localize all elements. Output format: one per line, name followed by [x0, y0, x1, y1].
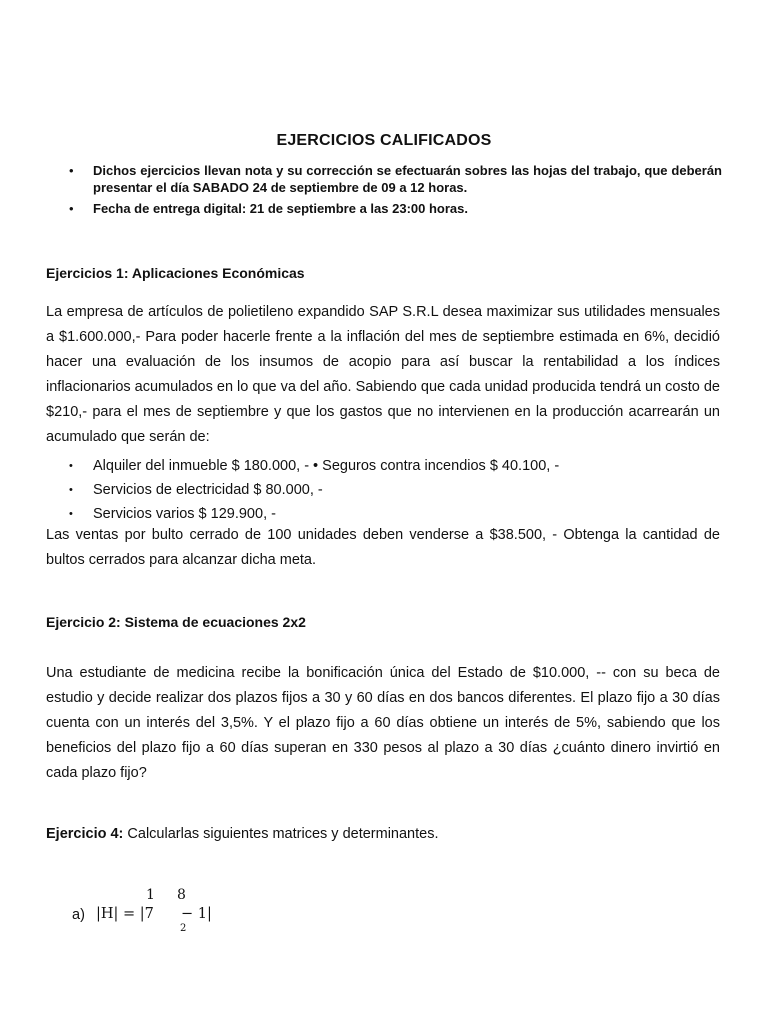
matrix-entry: 8 [177, 887, 186, 903]
exercise-4-text: Calcularlas siguientes matrices y determinantes. [127, 826, 439, 842]
exercise-1-closing: Las ventas por bulto cerrado de 100 unidades deben venderse a $38.500, - Obtenga la cantidad de bultos cerrados para alcanzar dicha meta. [46, 527, 720, 568]
exercise-2-paragraph: Una estudiante de medicina recibe la bonificación única del Estado de $10.000, -- con su beca de estudio y decide realizar dos plazos fijos a 30 y 60 días en dos bancos diferentes. El plazo fijo a 30 días cuenta con un interés del 3,5%. Y el plazo fijo a 60 días obtiene un interés de 5%, sabiendo que los beneficios del plazo fijo a 60 días superan en 330 pesos al plazo a 30 días ¿cuánto dinero invirtió en cada plazo fijo? [46, 665, 720, 781]
intro-bullet-list [46, 162, 722, 221]
matrix-entry: 2 [180, 923, 187, 934]
exercise-4-line [46, 826, 438, 842]
determinant-expression: |H| = |7 [96, 906, 154, 922]
expenses-list [46, 454, 722, 526]
exercise-2-heading: Ejercicio 2: Sistema de ecuaciones 2x2 [46, 614, 306, 630]
intro-bullet: • Dichos ejercicios llevan nota y su corrección se efectuarán sobres las hojas del trabajo, que deberán presentar el día SABADO 24 de septiembre de 09 a 12 horas. [46, 162, 722, 196]
page-title: EJERCICIOS CALIFICADOS [276, 132, 492, 149]
intro-bullet: • Fecha de entrega digital: 21 de septiembre a las 23:00 horas. [46, 200, 722, 217]
expense-item: • Servicios varios $ 129.900, - [46, 502, 722, 526]
exercise-4-heading: Ejercicio 4: [46, 826, 124, 842]
matrix-entry: − 1| [181, 906, 212, 922]
expense-item: • Servicios de electricidad $ 80.000, - [46, 478, 722, 502]
matrix-entry: 1 [146, 887, 155, 903]
exercise-1-heading: Ejercicios 1: Aplicaciones Económicas [46, 265, 305, 281]
item-label: a) [72, 907, 85, 923]
exercise-1-paragraph: La empresa de artículos de polietileno expandido SAP S.R.L desea maximizar sus utilidades mensuales a $1.600.000,- Para poder hacerle frente a la inflación del mes de septiembre estimada en 6%, decidió hacer una evaluación de los insumos de acopio para así buscar la rentabilidad a los índices inflacionarios acumulados en lo que va del año. Sabiendo que cada unidad producida tendrá un costo de $210,- para el mes de septiembre y que los gastos que no intervienen en la producción acarrearán un acumulado que serán de: [46, 304, 720, 445]
expense-item: • Alquiler del inmueble $ 180.000, - • Seguros contra incendios $ 40.100, - [46, 454, 722, 478]
